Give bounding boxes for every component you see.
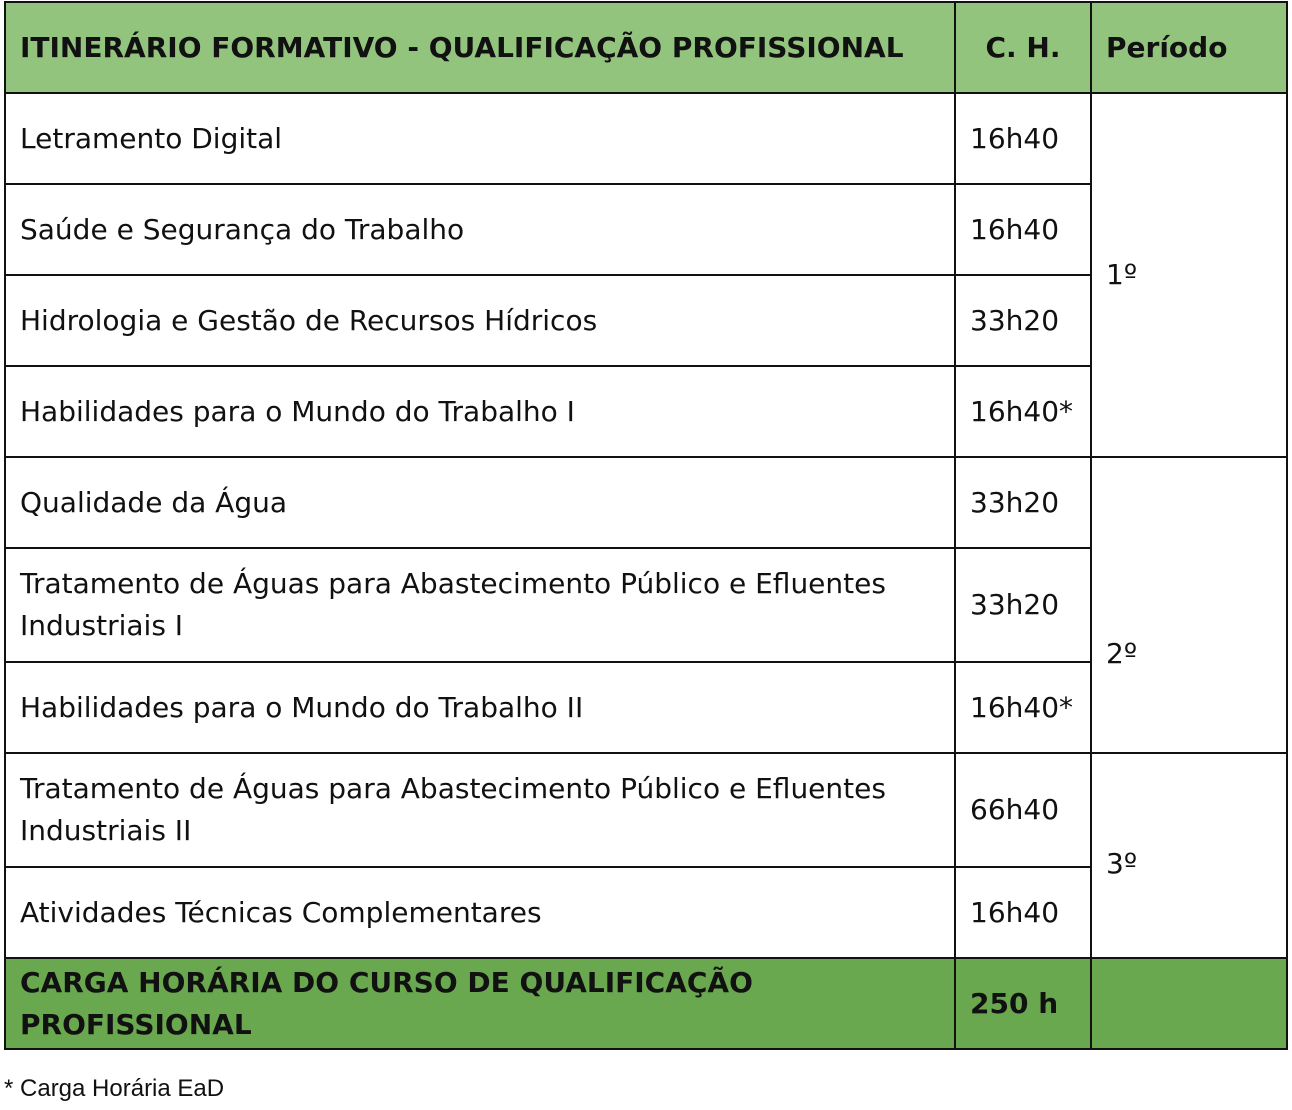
header-hours: C. H.	[955, 2, 1091, 93]
course-hours: 33h20	[955, 457, 1091, 548]
course-hours: 16h40*	[955, 662, 1091, 753]
total-period	[1091, 958, 1287, 1049]
course-name: Habilidades para o Mundo do Trabalho I	[5, 366, 955, 457]
course-hours: 16h40	[955, 184, 1091, 275]
course-hours: 16h40	[955, 867, 1091, 958]
period-cell-3	[1091, 753, 1287, 958]
course-name: Tratamento de Águas para Abastecimento Público e Efluentes Industriais II	[5, 753, 955, 867]
course-name: Habilidades para o Mundo do Trabalho II	[5, 662, 955, 753]
course-name: Qualidade da Água	[5, 457, 955, 548]
course-name: Letramento Digital	[5, 93, 955, 184]
header-period: Período	[1091, 2, 1287, 93]
period-label: 1º	[1106, 258, 1138, 291]
total-row	[5, 958, 1287, 1049]
course-name: Hidrologia e Gestão de Recursos Hídricos	[5, 275, 955, 366]
total-label: CARGA HORÁRIA DO CURSO DE QUALIFICAÇÃO PROFISSIONAL	[5, 958, 955, 1049]
footnote: * Carga Horária EaD	[4, 1075, 225, 1102]
course-hours: 16h40*	[955, 366, 1091, 457]
course-name: Tratamento de Águas para Abastecimento Público e Efluentes Industriais I	[5, 548, 955, 662]
period-label: 3º	[1106, 846, 1138, 880]
course-hours: 33h20	[955, 548, 1091, 662]
course-hours: 66h40	[955, 753, 1091, 867]
table-header-row	[5, 2, 1287, 93]
header-title: ITINERÁRIO FORMATIVO - QUALIFICAÇÃO PROFISSIONAL	[5, 2, 955, 93]
table-row	[5, 457, 1287, 548]
curriculum-table	[4, 1, 1288, 1050]
period-cell-2	[1091, 457, 1287, 753]
table-row	[5, 93, 1287, 184]
period-cell-1	[1091, 93, 1287, 457]
course-name: Atividades Técnicas Complementares	[5, 867, 955, 958]
course-name: Saúde e Segurança do Trabalho	[5, 184, 955, 275]
course-hours: 16h40	[955, 93, 1091, 184]
period-label: 2º	[1106, 637, 1138, 670]
total-hours: 250 h	[955, 958, 1091, 1049]
course-hours: 33h20	[955, 275, 1091, 366]
table-row	[5, 753, 1287, 867]
